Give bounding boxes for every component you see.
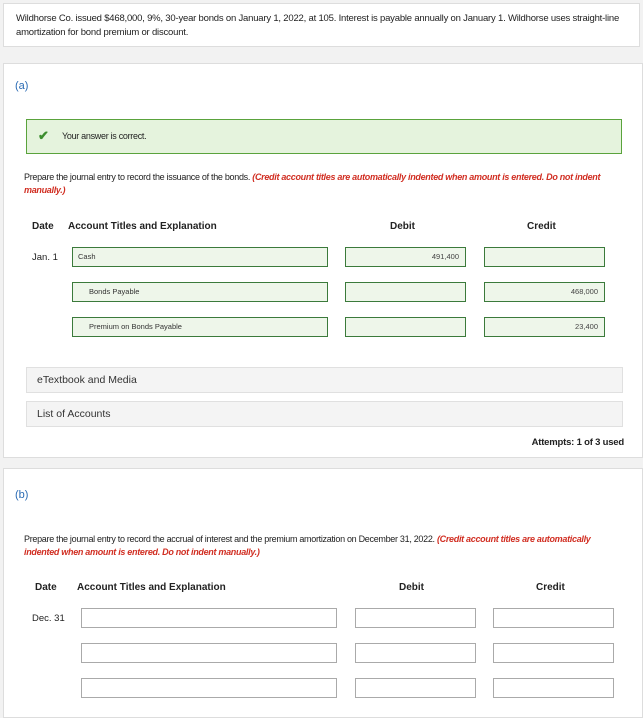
credit-input[interactable] <box>493 643 614 663</box>
etextbook-link[interactable]: eTextbook and Media <box>26 367 623 393</box>
correct-answer-banner <box>26 119 622 154</box>
list-of-accounts-link[interactable]: List of Accounts <box>26 401 623 427</box>
prompt-instruction: (Credit account titles are automatically indented when amount is entered. Do not indent manually.) <box>24 172 601 195</box>
debit-field[interactable]: 491,400 <box>345 247 466 267</box>
header-account: Account Titles and Explanation <box>77 582 226 593</box>
account-input[interactable] <box>81 678 337 698</box>
debit-input[interactable] <box>355 608 476 628</box>
credit-field[interactable]: 23,400 <box>484 317 605 337</box>
part-b-section <box>3 468 643 718</box>
header-date: Date <box>32 221 54 232</box>
debit-field[interactable] <box>345 282 466 302</box>
problem-statement-box <box>3 3 640 47</box>
attempts-counter: Attempts: 1 of 3 used <box>531 437 624 448</box>
problem-text: Wildhorse Co. issued $468,000, 9%, 30-year bonds on January 1, 2022, at 105. Interest is payable annually on January 1. Wildhorse uses straight-line amortization for bond premium or discount. <box>16 13 620 38</box>
part-a-section <box>3 63 643 458</box>
debit-input[interactable] <box>355 643 476 663</box>
account-field[interactable]: Premium on Bonds Payable <box>72 317 328 337</box>
header-debit: Debit <box>390 221 415 232</box>
prompt-text: Prepare the journal entry to record the issuance of the bonds. <box>24 172 253 182</box>
account-field[interactable]: Bonds Payable <box>72 282 328 302</box>
header-date: Date <box>35 582 57 593</box>
credit-input[interactable] <box>493 608 614 628</box>
checkmark-icon: ✔ <box>38 128 49 143</box>
account-input[interactable] <box>81 643 337 663</box>
header-credit: Credit <box>527 221 556 232</box>
credit-field[interactable]: 468,000 <box>484 282 605 302</box>
header-credit: Credit <box>536 582 565 593</box>
credit-input[interactable] <box>493 678 614 698</box>
header-account: Account Titles and Explanation <box>68 221 217 232</box>
account-input[interactable] <box>81 608 337 628</box>
prompt-instruction: (Credit account titles are automatically indented when amount is entered. Do not indent manually.) <box>24 534 591 557</box>
row-date: Dec. 31 <box>32 613 65 624</box>
prompt-text: Prepare the journal entry to record the accrual of interest and the premium amortization on December 31, 2022. <box>24 534 437 544</box>
row-date: Jan. 1 <box>32 252 58 263</box>
header-debit: Debit <box>399 582 424 593</box>
part-a-prompt <box>24 171 624 197</box>
credit-field[interactable] <box>484 247 605 267</box>
part-b-label: (b) <box>15 489 29 501</box>
correct-message: Your answer is correct. <box>62 131 147 141</box>
account-field[interactable]: Cash <box>72 247 328 267</box>
debit-field[interactable] <box>345 317 466 337</box>
part-a-label: (a) <box>15 80 29 92</box>
debit-input[interactable] <box>355 678 476 698</box>
part-b-prompt <box>24 533 624 559</box>
